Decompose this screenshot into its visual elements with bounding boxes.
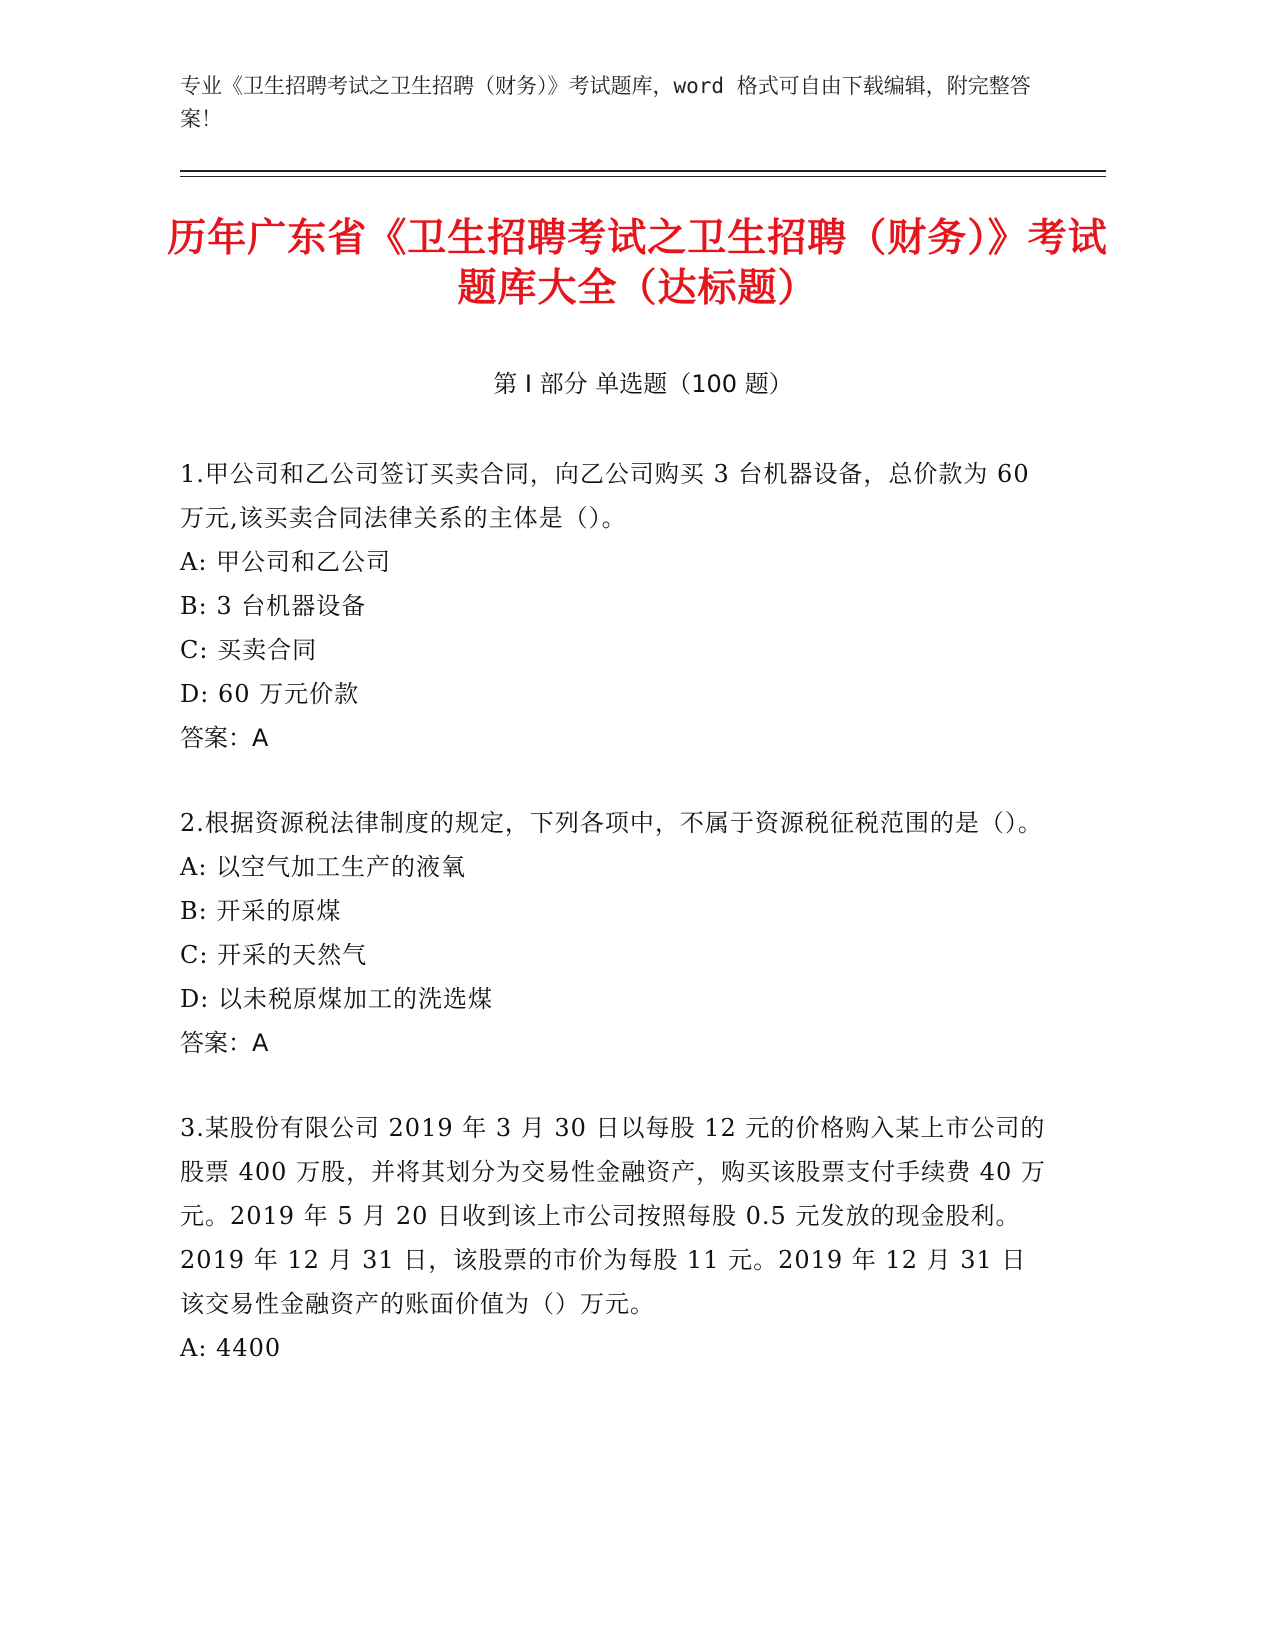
option-a: A: 甲公司和乙公司: [180, 548, 392, 576]
question-item: [180, 452, 1050, 760]
answer-line: 答案：A: [180, 1029, 269, 1057]
header-divider-thin: [180, 176, 1106, 177]
question-stem: 3.某股份有限公司 2019 年 3 月 30 日以每股 12 元的价格购入某上市公司的股票 400 万股，并将其划分为交易性金融资产，购买该股票支付手续费 40 万元。2019 年 5 月 20 日收到该上市公司按照每股 0.5 元发放的现金股利。2019 年 12 月 31 日，该股票的市价为每股 11 元。2019 年 12 月 31 日该交易性金融资产的账面价值为（）万元。: [180, 1114, 1046, 1318]
section-title: 第 I 部分 单选题（100 题）: [493, 370, 793, 398]
question-item: [180, 801, 1050, 1065]
option-b: B: 3 台机器设备: [180, 592, 367, 620]
document-title: 历年广东省《卫生招聘考试之卫生招聘（财务）》考试题库大全（达标题）: [167, 216, 1108, 311]
option-b: B: 开采的原煤: [180, 897, 342, 925]
option-a: A: 4400: [180, 1334, 282, 1362]
question-stem: 1.甲公司和乙公司签订买卖合同，向乙公司购买 3 台机器设备，总价款为 60 万元,该买卖合同法律关系的主体是（）。: [180, 460, 1030, 532]
answer-line: 答案：A: [180, 724, 269, 752]
option-a: A: 以空气加工生产的液氧: [180, 853, 467, 881]
option-c: C: 买卖合同: [180, 636, 318, 664]
option-d: D: 以未税原煤加工的洗选煤: [180, 985, 493, 1013]
question-item: [180, 1106, 1050, 1370]
option-d: D: 60 万元价款: [180, 680, 360, 708]
header-divider-thick: [180, 170, 1106, 172]
header-note: 专业《卫生招聘考试之卫生招聘（财务）》考试题库，word 格式可自由下载编辑，附完整答案！: [180, 74, 1031, 131]
option-c: C: 开采的天然气: [180, 941, 368, 969]
question-list: [180, 452, 1050, 1411]
question-stem: 2.根据资源税法律制度的规定，下列各项中，不属于资源税征税范围的是（）。: [180, 809, 1043, 837]
